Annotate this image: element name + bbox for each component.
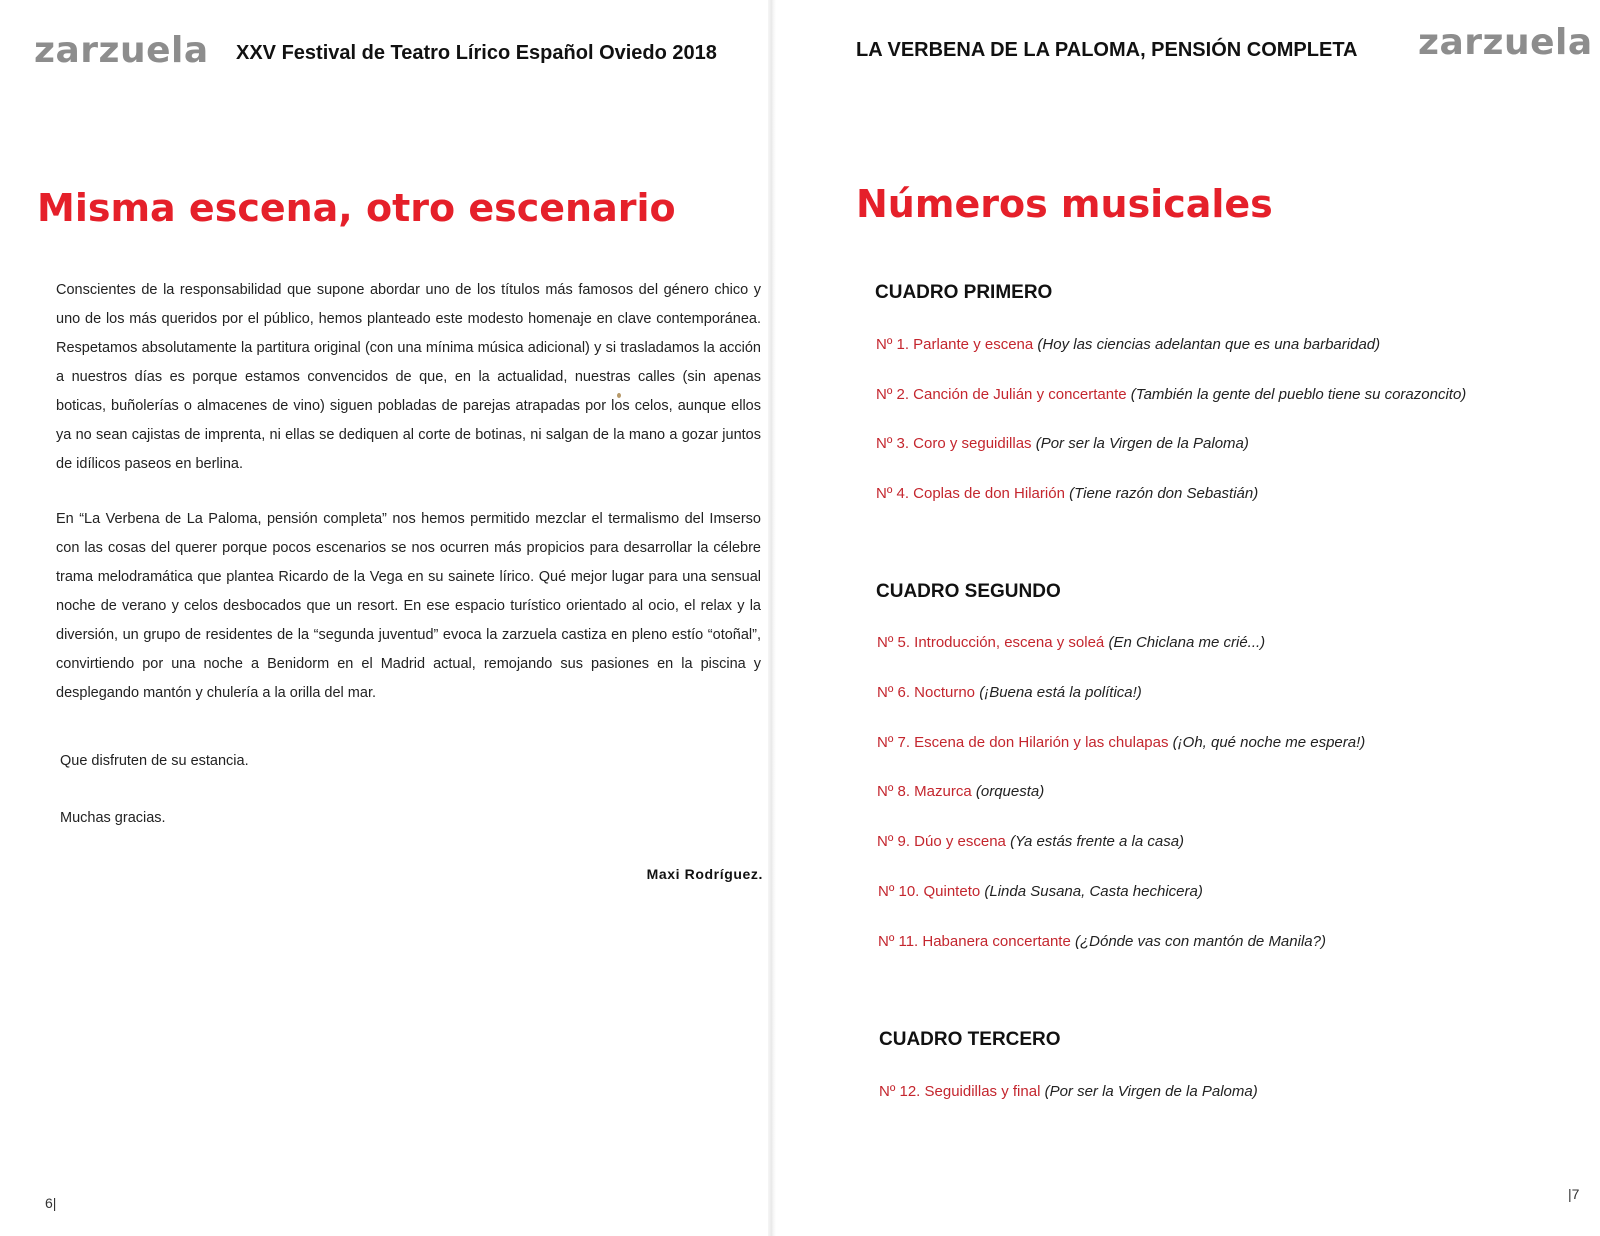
musical-number-item [877, 833, 1184, 850]
musical-number-item [879, 1083, 1258, 1100]
number-label: Nº 4. Coplas de don Hilarión [876, 485, 1065, 502]
number-label: Nº 6. Nocturno [877, 684, 976, 701]
cuadro-primero-heading: CUADRO PRIMERO [875, 282, 1053, 303]
festival-header: XXV Festival de Teatro Lírico Español Oviedo 2018 [236, 42, 717, 64]
number-description: (También la gente del pueblo tiene su corazoncito) [1130, 386, 1467, 403]
author-signature: Maxi Rodríguez. [646, 866, 763, 882]
number-description: (Por ser la Virgen de la Paloma) [1044, 1083, 1258, 1100]
article-paragraph-1 [56, 276, 761, 479]
article-closing-2 [60, 804, 765, 833]
number-description: (Linda Susana, Casta hechicera) [984, 883, 1203, 900]
musical-number-item [877, 783, 1044, 800]
paragraph-text: Que disfruten de su estancia. [60, 753, 249, 769]
number-label: Nº 3. Coro y seguidillas [876, 435, 1032, 452]
number-description: (En Chiclana me crié...) [1108, 634, 1266, 651]
number-description: (¿Dónde vas con mantón de Manila?) [1075, 933, 1326, 950]
number-label: Nº 8. Mazurca [877, 783, 972, 800]
musical-number-item [877, 634, 1265, 651]
zarzuela-logo: zarzuela [1418, 22, 1593, 63]
number-description: (¡Oh, qué noche me espera!) [1172, 734, 1366, 751]
zarzuela-logo: zarzuela [34, 30, 209, 71]
musical-number-item [876, 485, 1258, 502]
musical-number-item [878, 933, 1326, 950]
cuadro-segundo-heading: CUADRO SEGUNDO [876, 581, 1061, 602]
musical-number-item [876, 386, 1466, 403]
number-description: (orquesta) [975, 783, 1045, 800]
number-description: (Tiene razón don Sebastián) [1069, 485, 1259, 502]
number-description: (Ya estás frente a la casa) [1010, 833, 1185, 850]
cuadro-tercero-heading: CUADRO TERCERO [879, 1029, 1061, 1050]
number-label: Nº 10. Quinteto [878, 883, 981, 900]
article-title: Misma escena, otro escenario [37, 186, 676, 230]
number-description: (¡Buena está la política!) [979, 684, 1142, 701]
musical-number-item [877, 684, 1142, 701]
number-label: Nº 12. Seguidillas y final [879, 1083, 1041, 1100]
page-number-left: 6| [45, 1195, 57, 1211]
number-description: (Por ser la Virgen de la Paloma) [1035, 435, 1249, 452]
number-label: Nº 2. Canción de Julián y concertante [876, 386, 1127, 403]
musical-number-item [878, 883, 1203, 900]
number-label: Nº 5. Introducción, escena y soleá [877, 634, 1105, 651]
paper-speck [617, 393, 621, 398]
number-label: Nº 11. Habanera concertante [878, 933, 1071, 950]
number-label: Nº 1. Parlante y escena [876, 336, 1034, 353]
production-header: LA VERBENA DE LA PALOMA, PENSIÓN COMPLETA [856, 39, 1358, 61]
right-page [772, 0, 1600, 1236]
musical-number-item [876, 435, 1249, 452]
musical-number-item [876, 336, 1380, 353]
musical-number-item [877, 734, 1365, 751]
paragraph-text: Muchas gracias. [60, 810, 166, 826]
article-closing-1 [60, 747, 765, 776]
musical-numbers-title: Números musicales [856, 182, 1273, 226]
number-description: (Hoy las ciencias adelantan que es una barbaridad) [1037, 336, 1381, 353]
left-page [0, 0, 772, 1236]
paragraph-text: En “La Verbena de La Paloma, pensión completa” nos hemos permitido mezclar el termalismo del Imserso con las cosas del querer porque pocos escenarios se nos ocurren más propicios para desarrollar la célebre trama melodramática que plantea Ricardo de la Vega en su sainete lírico. Qué mejor lugar para una sensual noche de verano y celos desbocados que un resort. En ese espacio turístico orientado al ocio, el relax y la diversión, un grupo de residentes de la “segunda juventud” evoca la zarzuela castiza en pleno estío “otoñal”, convirtiendo por una noche a Benidorm en el Madrid actual, remojando sus pasiones en la piscina y desplegando mantón y chulería a la orilla del mar. [56, 511, 761, 701]
page-number-right: |7 [1568, 1186, 1580, 1202]
number-label: Nº 7. Escena de don Hilarión y las chulapas [877, 734, 1169, 751]
article-paragraph-2 [56, 505, 761, 708]
number-label: Nº 9. Dúo y escena [877, 833, 1006, 850]
paragraph-text: Conscientes de la responsabilidad que supone abordar uno de los títulos más famosos del género chico y uno de los más queridos por el público, hemos planteado este modesto homenaje en clave contemporánea. Respetamos absolutamente la partitura original (con una mínima música adicional) y si trasladamos la acción a nuestros días es porque estamos convencidos de que, en la actualidad, nuestras calles (sin apenas boticas, buñolerías o almacenes de vino) siguen pobladas de parejas atrapadas por los celos, aunque ellos ya no sean cajistas de imprenta, ni ellas se dediquen al corte de botinas, ni salgan de la mano a gozar juntos de idílicos paseos en berlina. [56, 282, 761, 472]
